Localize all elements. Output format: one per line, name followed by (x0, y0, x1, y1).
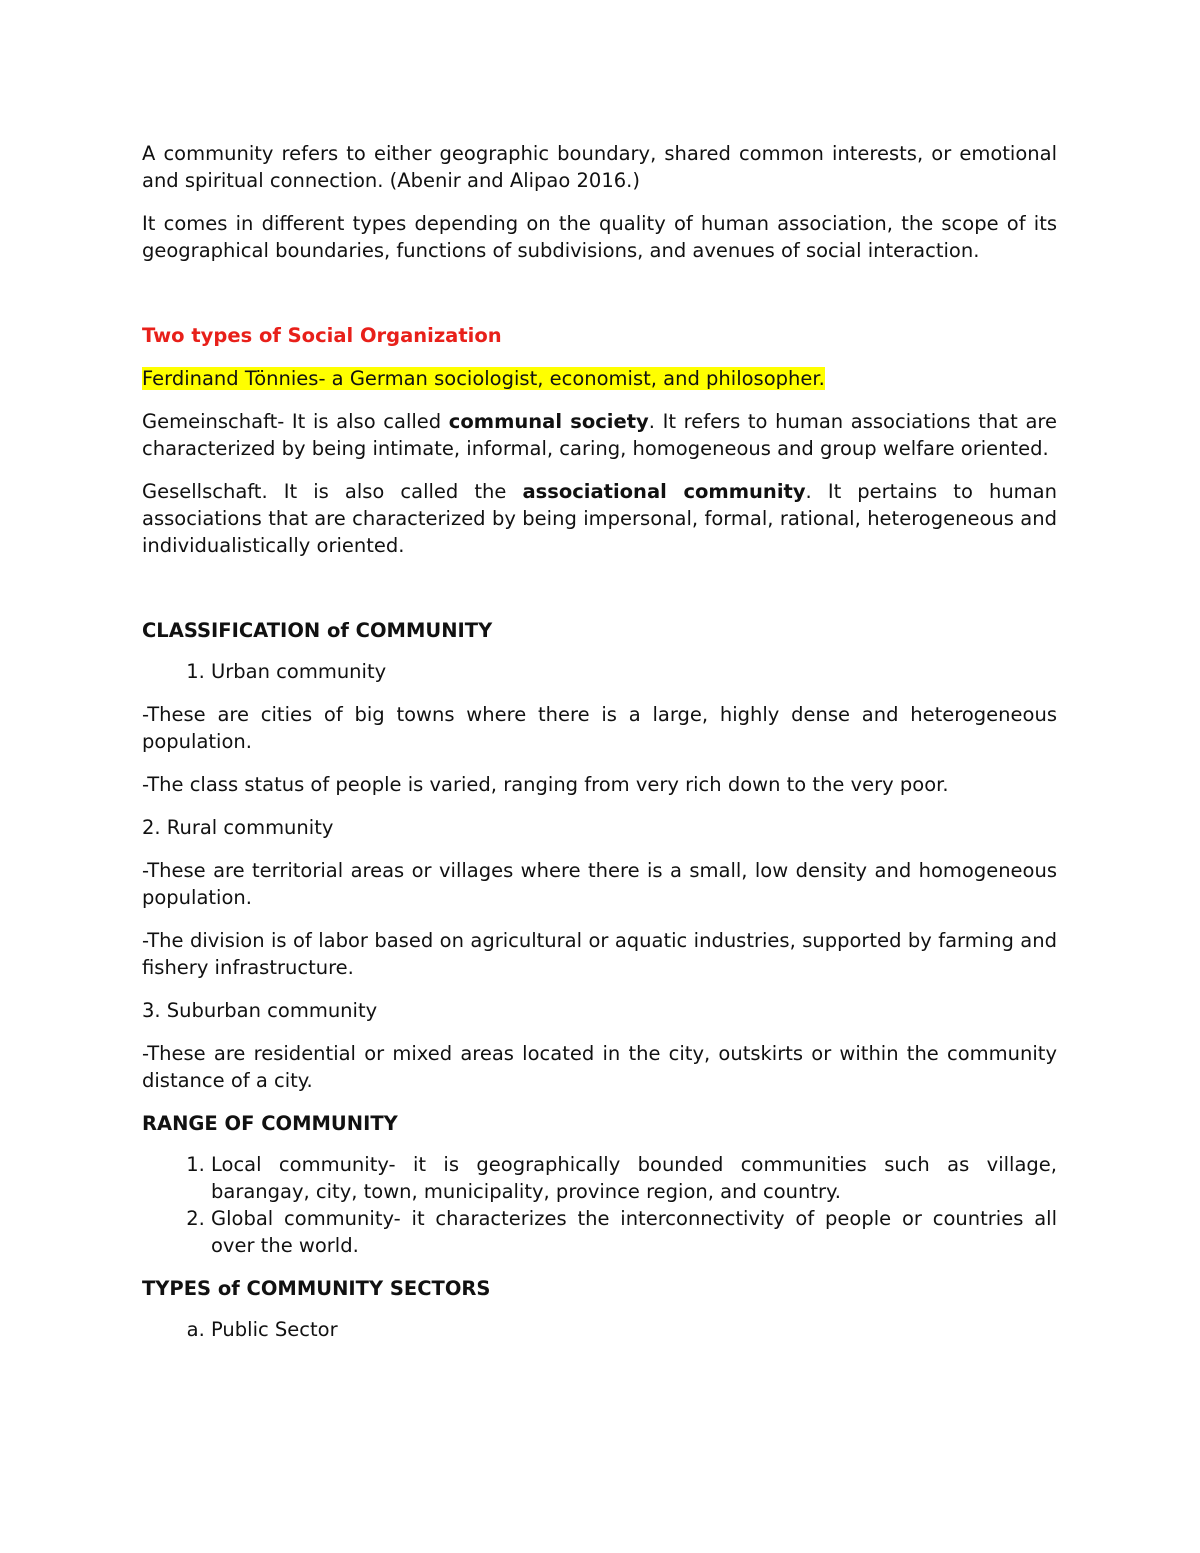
rural-desc-1: -These are territorial areas or villages where there is a small, low density and homogeneous population. (142, 859, 1057, 909)
suburban-desc-1: -These are residential or mixed areas located in the city, outskirts or within the community distance of a city. (142, 1042, 1057, 1092)
rural-desc-2: -The division is of labor based on agricultural or aquatic industries, supported by farming and fishery infrastructure. (142, 929, 1057, 979)
gesellschaft-text: Gesellschaft. It is also called the (142, 480, 523, 503)
tonnies-highlight: Ferdinand Tönnies- a German sociologist, economist, and philosopher. (142, 367, 825, 390)
list-item-public-sector: a. Public Sector (211, 1316, 1057, 1343)
urban-desc-2: -The class status of people is varied, ranging from very rich down to the very poor. (142, 773, 949, 796)
intro-paragraph-2: It comes in different types depending on the quality of human association, the scope of its geographical boundaries, functions of subdivisions, and avenues of social interaction. (142, 212, 1057, 262)
list-item-urban: 1. Urban community (211, 658, 1057, 685)
gesellschaft-definition: . It pertains to human associations that are characterized by being impersonal, formal, rational, heterogeneous and individualistically oriented. (142, 480, 1057, 557)
sectors-list (142, 1316, 1057, 1343)
gesellschaft-term: associational community (522, 480, 806, 503)
suburban-heading: 3. Suburban community (142, 999, 378, 1022)
gemeinschaft-paragraph (142, 408, 1057, 462)
social-organization-heading: Two types of Social Organization (142, 324, 502, 347)
classification-list (142, 658, 1057, 685)
classification-heading: CLASSIFICATION of COMMUNITY (142, 619, 493, 642)
gesellschaft-paragraph (142, 478, 1057, 559)
range-heading: RANGE OF COMMUNITY (142, 1112, 398, 1135)
gemeinschaft-term: communal society (448, 410, 649, 433)
gemeinschaft-text: Gemeinschaft- It is also called (142, 410, 449, 433)
sectors-heading: TYPES of COMMUNITY SECTORS (142, 1277, 491, 1300)
gemeinschaft-definition: . It refers to human associations that are characterized by being intimate, informal, caring, homogeneous and group welfare oriented. (142, 410, 1057, 460)
range-list (142, 1151, 1057, 1259)
rural-heading: 2. Rural community (142, 816, 334, 839)
tonnies-line (142, 365, 1057, 392)
list-item-local: 1. Local community- it is geographically bounded communities such as village, barangay, city, town, municipality, province region, and country. (211, 1151, 1057, 1205)
list-item-global: 2. Global community- it characterizes the interconnectivity of people or countries all over the world. (211, 1205, 1057, 1259)
document-page (142, 140, 1057, 1359)
intro-paragraph-1: A community refers to either geographic boundary, shared common interests, or emotional and spiritual connection. (Abenir and Alipao 2016.) (142, 142, 1057, 192)
urban-desc-1: -These are cities of big towns where there is a large, highly dense and heterogeneous population. (142, 703, 1057, 753)
